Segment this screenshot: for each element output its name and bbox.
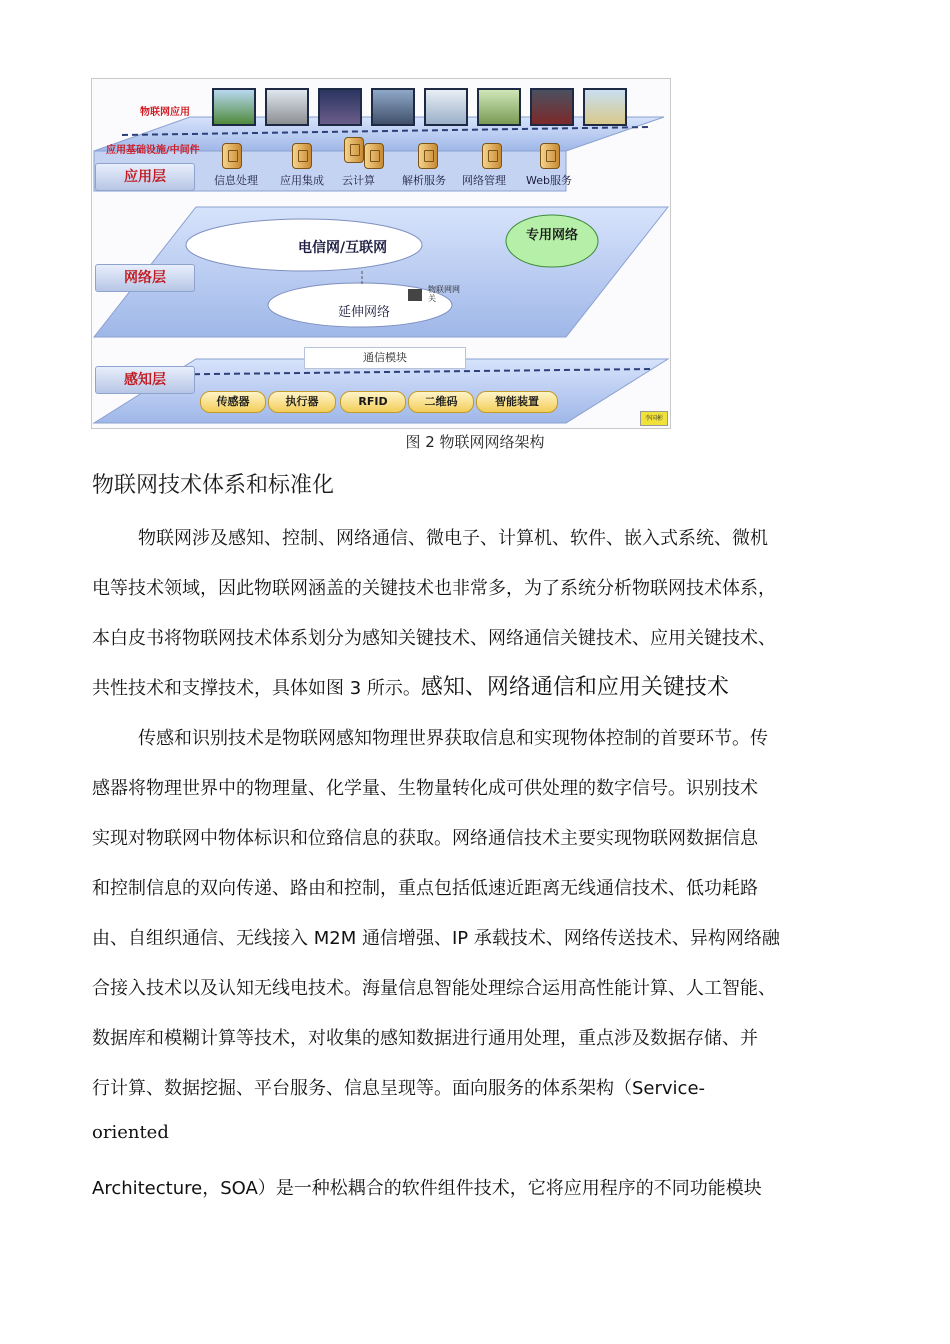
application-photo-7: [530, 88, 574, 126]
perception-item: RFID: [340, 391, 406, 413]
layer-label-application: 应用层: [95, 163, 195, 191]
figure-caption: 图 2 物联网网络架构: [405, 433, 545, 451]
paragraph-line-with-heading: [92, 670, 872, 701]
gateway-device-icon: [408, 289, 422, 301]
paragraph-line: 合接入技术以及认知无线电技术。海量信息智能处理综合运用高性能计算、人工智能、: [92, 978, 776, 999]
paragraph-line: 电等技术领域，因此物联网涵盖的关键技术也非常多，为了系统分析物联网技术体系，: [92, 578, 776, 599]
middleware-tag: 应用基础设施/中间件: [106, 145, 200, 156]
extension-network-label: 延伸网络: [338, 305, 391, 320]
application-photo-2: [265, 88, 309, 126]
paragraph-line: oriented: [92, 1122, 169, 1143]
application-photo-5: [424, 88, 468, 126]
application-photo-6: [477, 88, 521, 126]
paragraph-line: 共性技术和支撑技术，具体如图 3 所示。: [92, 678, 421, 699]
paragraph-line: 感器将物理世界中的物理量、化学量、生物量转化成可供处理的数字信号。识别技术: [92, 778, 758, 799]
perception-item: 智能装置: [476, 391, 558, 413]
gateway-label: 物联网网关: [428, 285, 460, 303]
server-icon: [292, 143, 312, 169]
server-icon: [482, 143, 502, 169]
middleware-item: 应用集成: [280, 174, 324, 187]
section-heading: 物联网技术体系和标准化: [92, 473, 335, 498]
subsection-heading: 感知、网络通信和应用关键技术: [420, 675, 729, 700]
middleware-item: 信息处理: [214, 174, 258, 187]
layer-label-perception: 感知层: [95, 366, 195, 394]
application-photo-3: [318, 88, 362, 126]
paragraph-line: 本白皮书将物联网技术体系划分为感知关键技术、网络通信关键技术、应用关键技术、: [92, 628, 776, 649]
paragraph-line: 由、自组织通信、无线接入 M2M 通信增强、IP 承载技术、网络传送技术、异构网络融: [92, 928, 780, 949]
application-photo-1: [212, 88, 256, 126]
architecture-figure: [91, 78, 671, 429]
paragraph-line: 行计算、数据挖掘、平台服务、信息呈现等。面向服务的体系架构（Service-: [92, 1078, 706, 1099]
middleware-item: 解析服务: [402, 174, 446, 187]
private-network-label: 专用网络: [525, 228, 578, 243]
paragraph-line: 和控制信息的双向传递、路由和控制，重点包括低速近距离无线通信技术、低功耗路: [92, 878, 758, 899]
paragraph-line: 实现对物联网中物体标识和位臵信息的获取。网络通信技术主要实现物联网数据信息: [92, 828, 758, 849]
server-icon: [344, 137, 364, 163]
middleware-item: Web服务: [526, 174, 572, 187]
layer-label-network: 网络层: [95, 264, 195, 292]
author-signature: 李国彬: [640, 411, 668, 426]
server-icon: [540, 143, 560, 169]
paragraph-line: 物联网涉及感知、控制、网络通信、微电子、计算机、软件、嵌入式系统、微机: [138, 528, 768, 549]
paragraph-line: 数据库和模糊计算等技术，对收集的感知数据进行通用处理，重点涉及数据存储、并: [92, 1028, 758, 1049]
server-icon: [418, 143, 438, 169]
comm-module-box: 通信模块: [304, 347, 466, 369]
application-photo-8: [583, 88, 627, 126]
server-icon: [222, 143, 242, 169]
perception-item: 二维码: [408, 391, 474, 413]
telecom-cloud-label: 电信网/互联网: [298, 240, 388, 256]
perception-item: 传感器: [200, 391, 266, 413]
middleware-item: 网络管理: [462, 174, 506, 187]
middleware-item: 云计算: [342, 174, 375, 187]
server-icon: [364, 143, 384, 169]
application-photo-4: [371, 88, 415, 126]
app-tag: 物联网应用: [140, 107, 190, 118]
paragraph-line: Architecture，SOA）是一种松耦合的软件组件技术，它将应用程序的不同功能模块: [92, 1178, 762, 1199]
perception-item: 执行器: [268, 391, 336, 413]
paragraph-line: 传感和识别技术是物联网感知物理世界获取信息和实现物体控制的首要环节。传: [138, 728, 768, 749]
